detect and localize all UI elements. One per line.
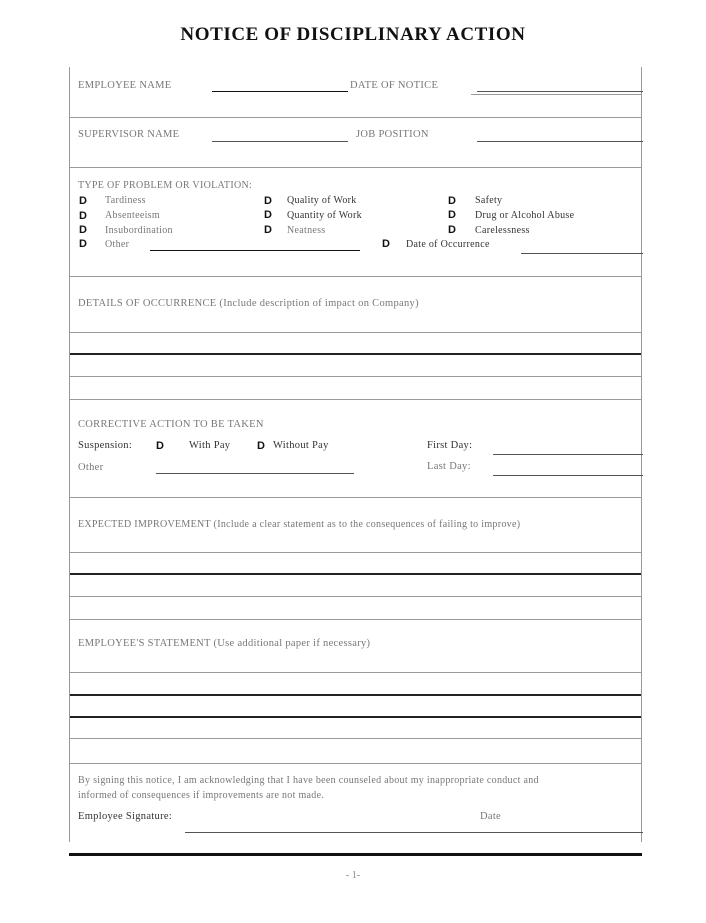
employee-signature-field[interactable] [185,832,643,833]
details-line[interactable] [70,376,641,377]
details-line[interactable] [70,353,641,355]
absenteeism-label: Absenteeism [105,210,160,221]
row-divider [70,117,641,118]
document-title: NOTICE OF DISCIPLINARY ACTION [180,24,526,45]
carelessness-checkbox[interactable]: D [448,224,456,236]
supervisor-name-label: SUPERVISOR NAME [78,129,180,140]
row-divider [70,497,641,498]
signature-date-label: Date [480,811,502,822]
row-divider [70,619,641,620]
employee-name-label: EMPLOYEE NAME [78,80,172,91]
improvement-line[interactable] [70,552,641,553]
first-day-label: First Day: [427,440,473,451]
absenteeism-checkbox[interactable]: D [79,210,87,222]
drug-alcohol-label: Drug or Alcohol Abuse [475,210,575,221]
improvement-line[interactable] [70,596,641,597]
statement-line[interactable] [70,738,641,739]
other-problem-checkbox[interactable]: D [79,238,87,250]
improvement-heading: EXPECTED IMPROVEMENT (Include a clear statement as to the consequences of failing to improve) [78,519,521,530]
other-action-field[interactable] [156,473,354,474]
job-position-field[interactable] [477,141,643,142]
last-day-field[interactable] [493,475,643,476]
without-pay-label: Without Pay [273,440,329,451]
row-divider [70,167,641,168]
drug-alcohol-checkbox[interactable]: D [448,209,456,221]
page-number: - 1- [345,870,361,881]
other-problem-field[interactable] [150,250,360,251]
date-of-occurrence-label: Date of Occurrence [406,239,490,250]
acknowledgement-line-2: informed of consequences if improvements are not made. [78,790,325,801]
date-of-notice-label: DATE OF NOTICE [350,80,439,91]
date-of-occurrence-checkbox[interactable]: D [382,238,390,250]
date-of-notice-field[interactable] [477,91,643,92]
last-day-label: Last Day: [427,461,471,472]
page-bottom-rule [69,853,642,856]
row-divider [70,399,641,400]
supervisor-name-field[interactable] [212,141,348,142]
improvement-line[interactable] [70,573,641,575]
statement-heading: EMPLOYEE'S STATEMENT (Use additional paper if necessary) [78,638,371,649]
safety-checkbox[interactable]: D [448,195,456,207]
acknowledgement-line-1: By signing this notice, I am acknowledging that I have been counseled about my inappropriate conduct and [78,775,539,786]
row-divider [70,276,641,277]
row-divider [471,94,641,95]
quality-of-work-label: Quality of Work [287,195,357,206]
neatness-checkbox[interactable]: D [264,224,272,236]
details-heading: DETAILS OF OCCURRENCE (Include description of impact on Company) [78,298,419,309]
with-pay-label: With Pay [189,440,231,451]
details-line[interactable] [70,332,641,333]
problem-heading: TYPE OF PROBLEM OR VIOLATION: [78,180,253,191]
employee-name-field[interactable] [212,91,348,92]
corrective-heading: CORRECTIVE ACTION TO BE TAKEN [78,419,264,430]
carelessness-label: Carelessness [475,225,530,236]
job-position-label: JOB POSITION [356,129,429,140]
employee-signature-label: Employee Signature: [78,811,173,822]
statement-line[interactable] [70,672,641,673]
insubordination-label: Insubordination [105,225,173,236]
without-pay-checkbox[interactable]: D [257,440,265,452]
tardiness-label: Tardiness [105,195,146,206]
quantity-of-work-checkbox[interactable]: D [264,209,272,221]
first-day-field[interactable] [493,454,643,455]
quality-of-work-checkbox[interactable]: D [264,195,272,207]
with-pay-checkbox[interactable]: D [156,440,164,452]
statement-line[interactable] [70,716,641,718]
neatness-label: Neatness [287,225,326,236]
date-of-occurrence-field[interactable] [521,253,643,254]
tardiness-checkbox[interactable]: D [79,195,87,207]
other-problem-label: Other [105,239,130,250]
other-action-label: Other [78,462,104,473]
quantity-of-work-label: Quantity of Work [287,210,362,221]
suspension-label: Suspension: [78,440,133,451]
safety-label: Safety [475,195,503,206]
disciplinary-form [69,67,642,842]
row-divider [70,763,641,764]
statement-line[interactable] [70,694,641,696]
insubordination-checkbox[interactable]: D [79,224,87,236]
